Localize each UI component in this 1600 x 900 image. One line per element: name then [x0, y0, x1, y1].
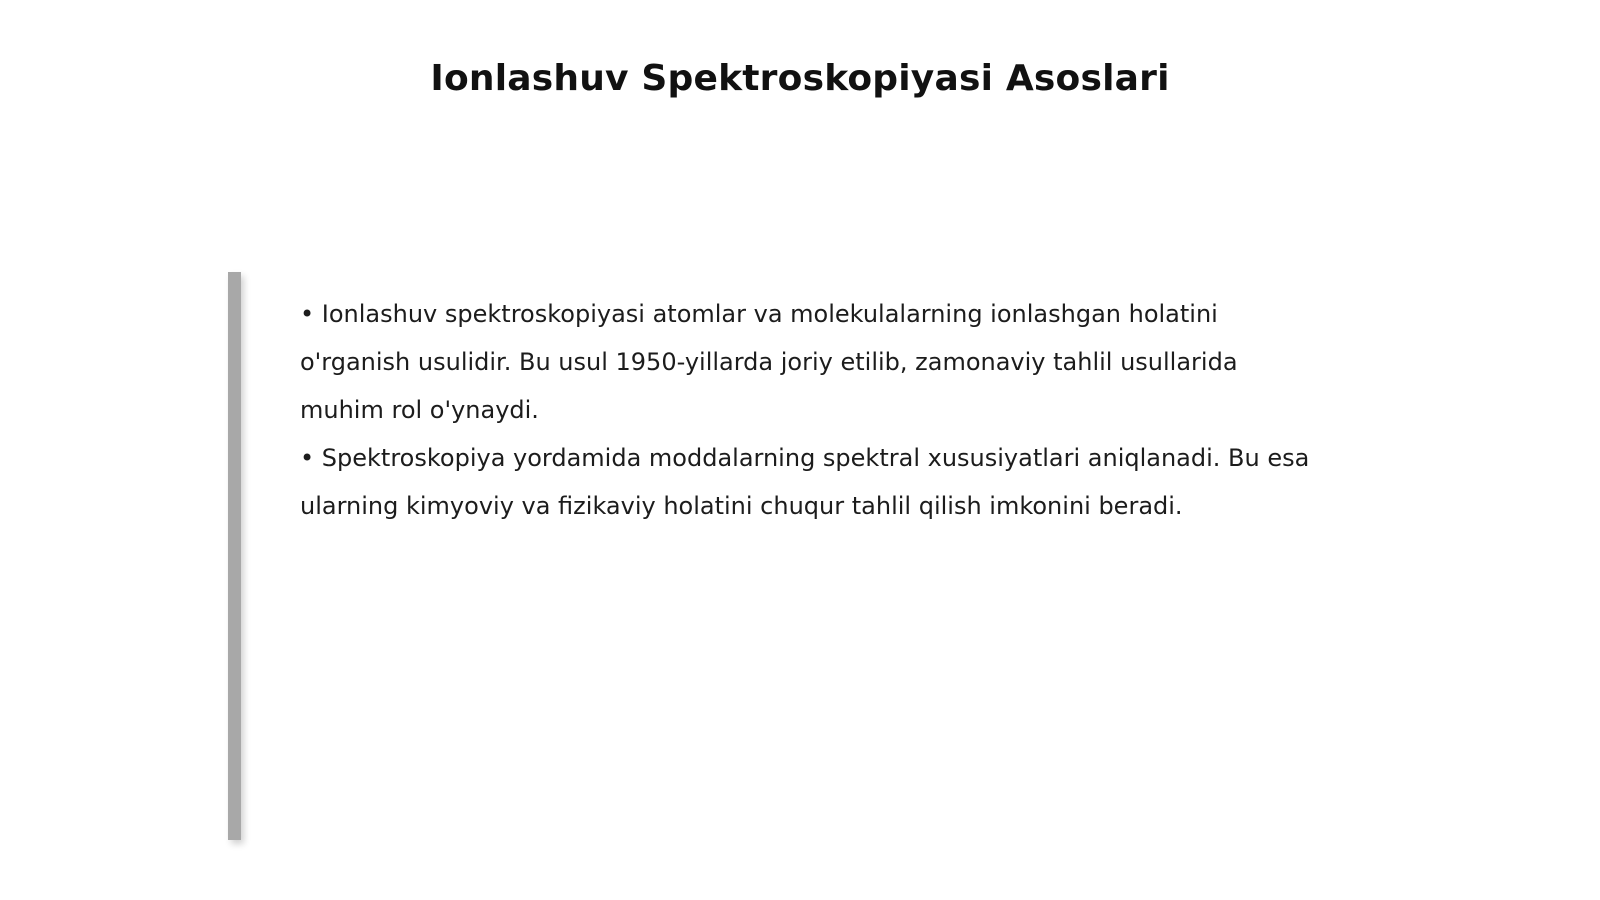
- bullet-paragraph: • Spektroskopiya yordamida moddalarning spektral xususiyatlari aniqlanadi. Bu esa ularning kimyoviy va fizikaviy holatini chuqur tahlil qilish imkonini beradi.: [300, 444, 1310, 520]
- bullet-paragraph: • Ionlashuv spektroskopiyasi atomlar va molekulalarning ionlashgan holatini o'rganish usulidir. Bu usul 1950-yillarda joriy etilib, zamonaviy tahlil usullarida muhim rol o'ynaydi.: [300, 300, 1238, 424]
- slide-title: Ionlashuv Spektroskopiyasi Asoslari: [430, 58, 1170, 99]
- accent-bar: [228, 272, 241, 840]
- slide-body: [300, 290, 1320, 530]
